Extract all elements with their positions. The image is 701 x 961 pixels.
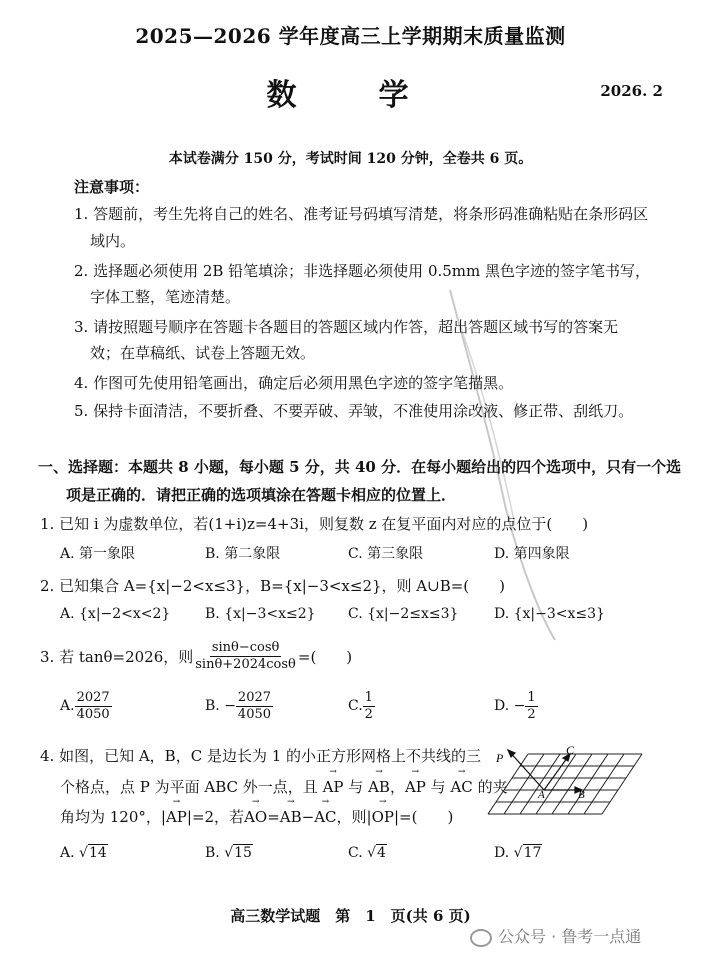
q1-stem: 1. 已知 i 为虚数单位，若(1+i)z=4+3i，则复数 z 在复平面内对应的点位于( ) [40, 515, 589, 533]
q3-denominator: sinθ+2024cosθ [195, 656, 296, 672]
option-numerator: 2027 [237, 690, 272, 705]
grid-lines [488, 754, 642, 814]
option-label: B. − [205, 698, 236, 715]
option-radicand: 17 [523, 845, 542, 861]
q3-prefix: 3. 若 tanθ=2026，则 [40, 647, 194, 666]
q3-fraction [193, 640, 298, 672]
q4-line1: 4. 如图，已知 A，B，C 是边长为 1 的小正方形网格上不共线的三 [40, 747, 482, 765]
notice-title: 注意事项： [74, 178, 150, 196]
vector-ac: → AC [314, 808, 336, 826]
q4-text: = [267, 808, 280, 826]
q4-text: 的夹 [477, 778, 508, 796]
option-label: D. − [494, 698, 526, 715]
label-a: A [538, 789, 545, 801]
q4-text: ， [389, 778, 405, 796]
notice-line: 效；在草稿纸、试卷上答题无效。 [90, 344, 316, 362]
q4-grid-figure [482, 742, 662, 822]
vector-ac: → AC [450, 778, 472, 796]
subject-title: 数 学 [266, 78, 435, 113]
option-label: D. [494, 845, 510, 861]
q1-option-b: B. 第二象限 [205, 546, 281, 562]
notice-line: 2. 选择题必须使用 2B 铅笔填涂；非选择题必须使用 0.5mm 黑色字迹的签字笔书写， [74, 262, 651, 280]
q4-text: − [301, 808, 315, 826]
q4-text: 角均为 120°，| [60, 808, 166, 826]
notice-line: 字体工整，笔迹清楚。 [90, 288, 241, 306]
q4-line2 [60, 776, 508, 797]
q3-numerator: sinθ−cosθ [211, 640, 280, 655]
q3-option-c [348, 690, 375, 722]
q4-option-b: B. √15 [205, 845, 252, 861]
section-heading: 一、选择题：本题共 8 小题，每小题 5 分，共 40 分．在每小题给出的四个选项中，只有一个选 [38, 458, 682, 476]
wechat-icon [470, 929, 492, 947]
q3-option-d [494, 690, 538, 722]
notice-line: 3. 请按照题号顺序在答题卡各题目的答题区域内作答，超出答题区域书写的答案无 [74, 318, 619, 336]
q1-option-c: C. 第三象限 [348, 546, 424, 562]
option-radicand: 15 [234, 845, 252, 861]
q4-text: |=2，若 [186, 808, 245, 826]
vector-ap: → AP [166, 808, 187, 826]
option-label: C. [348, 845, 363, 861]
vector-ap: → AP [405, 778, 426, 796]
label-b: B [578, 789, 585, 801]
q4-text: 个格点，点 P 为平面 ABC 外一点，且 [60, 778, 318, 796]
q4-option-a: A. √14 [60, 845, 107, 861]
option-numerator: 1 [527, 690, 536, 705]
notice-line: 5. 保持卡面清洁，不要折叠、不要弄破、弄皱，不准使用涂改液、修正带、刮纸刀。 [74, 402, 634, 420]
q3-option-b [205, 690, 273, 722]
q4-text: ，则| [336, 808, 372, 826]
q3-option-a [60, 690, 112, 722]
option-denominator: 4050 [76, 706, 110, 722]
q2-option-b: B. {x|−3<x≤2} [205, 606, 316, 622]
option-label: B. [205, 845, 220, 861]
q2-stem: 2. 已知集合 A={x|−2<x≤3}，B={x|−3<x≤2}，则 A∪B=( ) [40, 577, 506, 595]
label-c: C [566, 743, 575, 757]
q4-option-d: D. √17 [494, 845, 542, 861]
notice-line: 域内。 [90, 232, 136, 250]
option-denominator: 2 [364, 706, 373, 722]
q4-text: |=( ) [393, 808, 454, 826]
exam-date: 2026. 2 [600, 82, 663, 100]
q3-stem [40, 640, 352, 672]
option-radicand: 14 [88, 845, 107, 861]
option-denominator: 4050 [237, 706, 272, 722]
q2-option-d: D. {x|−3<x≤3} [494, 606, 605, 622]
q4-line3 [60, 806, 453, 827]
option-numerator: 1 [364, 690, 373, 705]
option-label: A. [60, 698, 75, 715]
notice-line: 1. 答题前，考生先将自己的姓名、准考证号码填写清楚，将条形码准确粘贴在条形码区 [74, 205, 649, 223]
option-denominator: 2 [527, 706, 536, 722]
q1-option-d: D. 第四象限 [494, 546, 570, 562]
vector-ap: → AP [323, 778, 344, 796]
vector-ab: → AB [280, 808, 302, 826]
option-label: C. [348, 698, 363, 715]
option-numerator: 2027 [76, 690, 110, 705]
q1-option-a: A. 第一象限 [60, 546, 136, 562]
label-p: P [496, 751, 504, 765]
q3-suffix: =( ) [297, 647, 353, 666]
exam-info: 本试卷满分 150 分，考试时间 120 分钟，全卷共 6 页。 [168, 151, 533, 167]
q2-option-c: C. {x|−2≤x≤3} [348, 606, 459, 622]
option-radicand: 4 [377, 845, 386, 861]
wechat-watermark [470, 924, 641, 947]
notice-line: 4. 作图可先使用铅笔画出，确定后必须用黑色字迹的签字笔描黑。 [74, 374, 514, 392]
vector-op: → OP [372, 808, 394, 826]
q4-text: 与 [348, 778, 364, 796]
vector-ap-arrow [508, 750, 544, 790]
page-footer: 高三数学试题 第 1 页(共 6 页) [230, 907, 471, 925]
option-label: A. [60, 845, 75, 861]
wechat-text: 公众号 · 鲁考一点通 [498, 927, 642, 946]
section-heading-cont: 项是正确的．请把正确的选项填涂在答题卡相应的位置上． [66, 486, 457, 504]
exam-title: 2025—2026 学年度高三上学期期末质量监测 [135, 24, 566, 48]
q4-text: 与 [430, 778, 446, 796]
q2-option-a: A. {x|−2<x<2} [60, 606, 171, 622]
q4-option-c: C. √4 [348, 845, 386, 861]
vector-ao: → AO [244, 808, 267, 826]
vector-ab: → AB [368, 778, 390, 796]
